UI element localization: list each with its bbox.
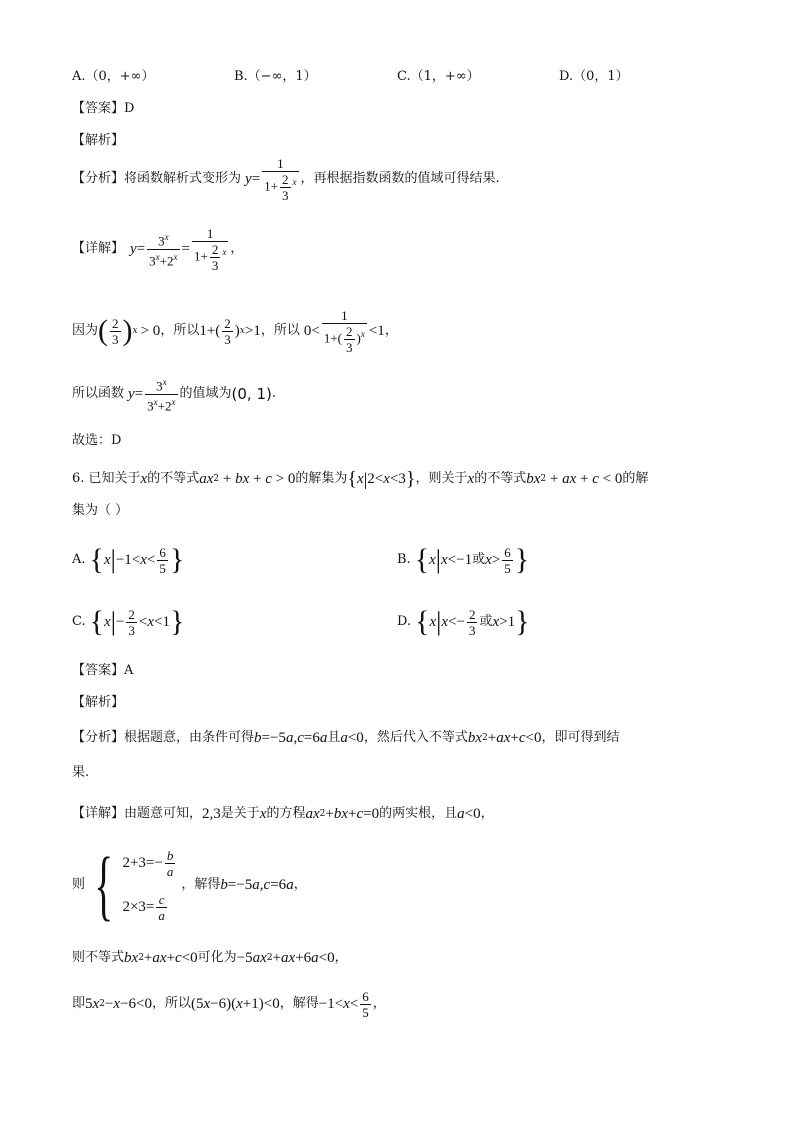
- q6-transform-line: 则不等式 bx 2 + ax + c <0 可化为 −5 ax 2 + ax +6 a <0 ，: [72, 950, 348, 966]
- q6-option-d: D. { x | x <− $\frac{2}{3}$ 或 x >1 }: [397, 605, 530, 638]
- q5-option-b: B.（−∞，1）: [234, 69, 317, 84]
- q6-fenxi-line2: 果.: [72, 765, 90, 780]
- q5-func-line: 所以函数 y = $\frac{3^x}{3^x+2^x}$ 的值域为 (0, 1) .: [72, 377, 276, 413]
- q5-fenxi: 【分析】将函数解析式变形为 y = 1 1+ $\frac{2}{3}$ $^x$ ，再根据指数函数的值域可得结果.: [72, 155, 500, 203]
- q6-stem-line1: 6. 已知关于 x 的不等式 ax 2 + bx + c > 0 的解集为 { x | 2< x <3 } ，则关于 x 的不等式 bx 2 + ax + c < 0 的解: [72, 468, 649, 490]
- q6-stem-line2: 集为（ ）: [72, 503, 129, 518]
- q5-because-label: 因为: [72, 323, 99, 338]
- q5-range: (0, 1): [231, 385, 272, 403]
- q5-func-suffix: 的值域为: [179, 386, 232, 401]
- q5-option-c: C.（1，+∞）: [397, 69, 480, 84]
- q5-xiangjie: 【详解】 y = $\frac{3^x}{3^x+2^x}$ = 1 1+ $\frac{2}{3}$ $^x$ ，: [72, 225, 244, 273]
- q5-fenxi-label: 【分析】将函数解析式变形为: [72, 171, 242, 186]
- q6-equation-system: 2+3=− $\frac{b}{a}$ 2×3= $\frac{c}{a}$: [122, 847, 174, 923]
- q5-so1-label: ，所以: [160, 323, 200, 338]
- q5-option-a: A.（0，+∞）: [72, 69, 155, 84]
- q6-answer: 【答案】A: [72, 663, 134, 678]
- q6-xiangjie-line: 【详解】由题意可知， 2,3 是关于 x 的方程 ax 2 + bx + c =0 的两实根，且 a <0 ，: [72, 806, 494, 822]
- q6-option-c: C. { x | − $\frac{2}{3}$ < x <1 }: [72, 605, 185, 638]
- q5-analysis-heading: 【解析】: [72, 133, 125, 148]
- q5-func-prefix: 所以函数: [72, 386, 125, 401]
- q5-so2-label: ，所以: [260, 323, 300, 338]
- q5-choice: 故选：D: [72, 433, 122, 448]
- q6-fenxi-line1: 【分析】根据题意，由条件可得 b =−5 a , c =6 a 且 a <0 ，然后代入不等式 bx 2 + ax + c <0 ，即可得到结: [72, 730, 620, 746]
- q6-option-a: A. { x | −1< x < $\frac{6}{5}$ }: [72, 543, 185, 576]
- q5-because-line: 因为 ( $\frac{2}{3}$ ) x > 0 ，所以 1+( $\frac{2}{3}$ ) x >1 ，所以 0< 1 1+( $\frac{2}{3}$ )$^x$ <1 ，: [72, 307, 398, 355]
- q5-fenxi-fraction: 1 1+ $\frac{2}{3}$ $^x$: [264, 155, 297, 203]
- q6-analysis-heading: 【解析】: [72, 695, 125, 710]
- q6-final-line: 即 5 x 2 − x −6<0 ，所以 (5 x −6)( x +1)<0 ，解得 −1< x < $\frac{6}{5}$ ，: [72, 988, 386, 1020]
- q6-system-line: 则 { 2+3=− $\frac{b}{a}$ 2×3= $\frac{c}{a}$ ，解得 b =−5 a , c =6 a ，: [72, 841, 307, 928]
- q5-option-d: D.（0，1）: [559, 69, 629, 84]
- q5-answer: 【答案】D: [72, 101, 135, 116]
- q5-xiangjie-label: 【详解】: [72, 241, 125, 256]
- q6-option-b: B. { x | x <−1 或 x > $\frac{6}{5}$ }: [397, 543, 530, 576]
- q5-fenxi-tail: ，再根据指数函数的值域可得结果.: [300, 171, 500, 186]
